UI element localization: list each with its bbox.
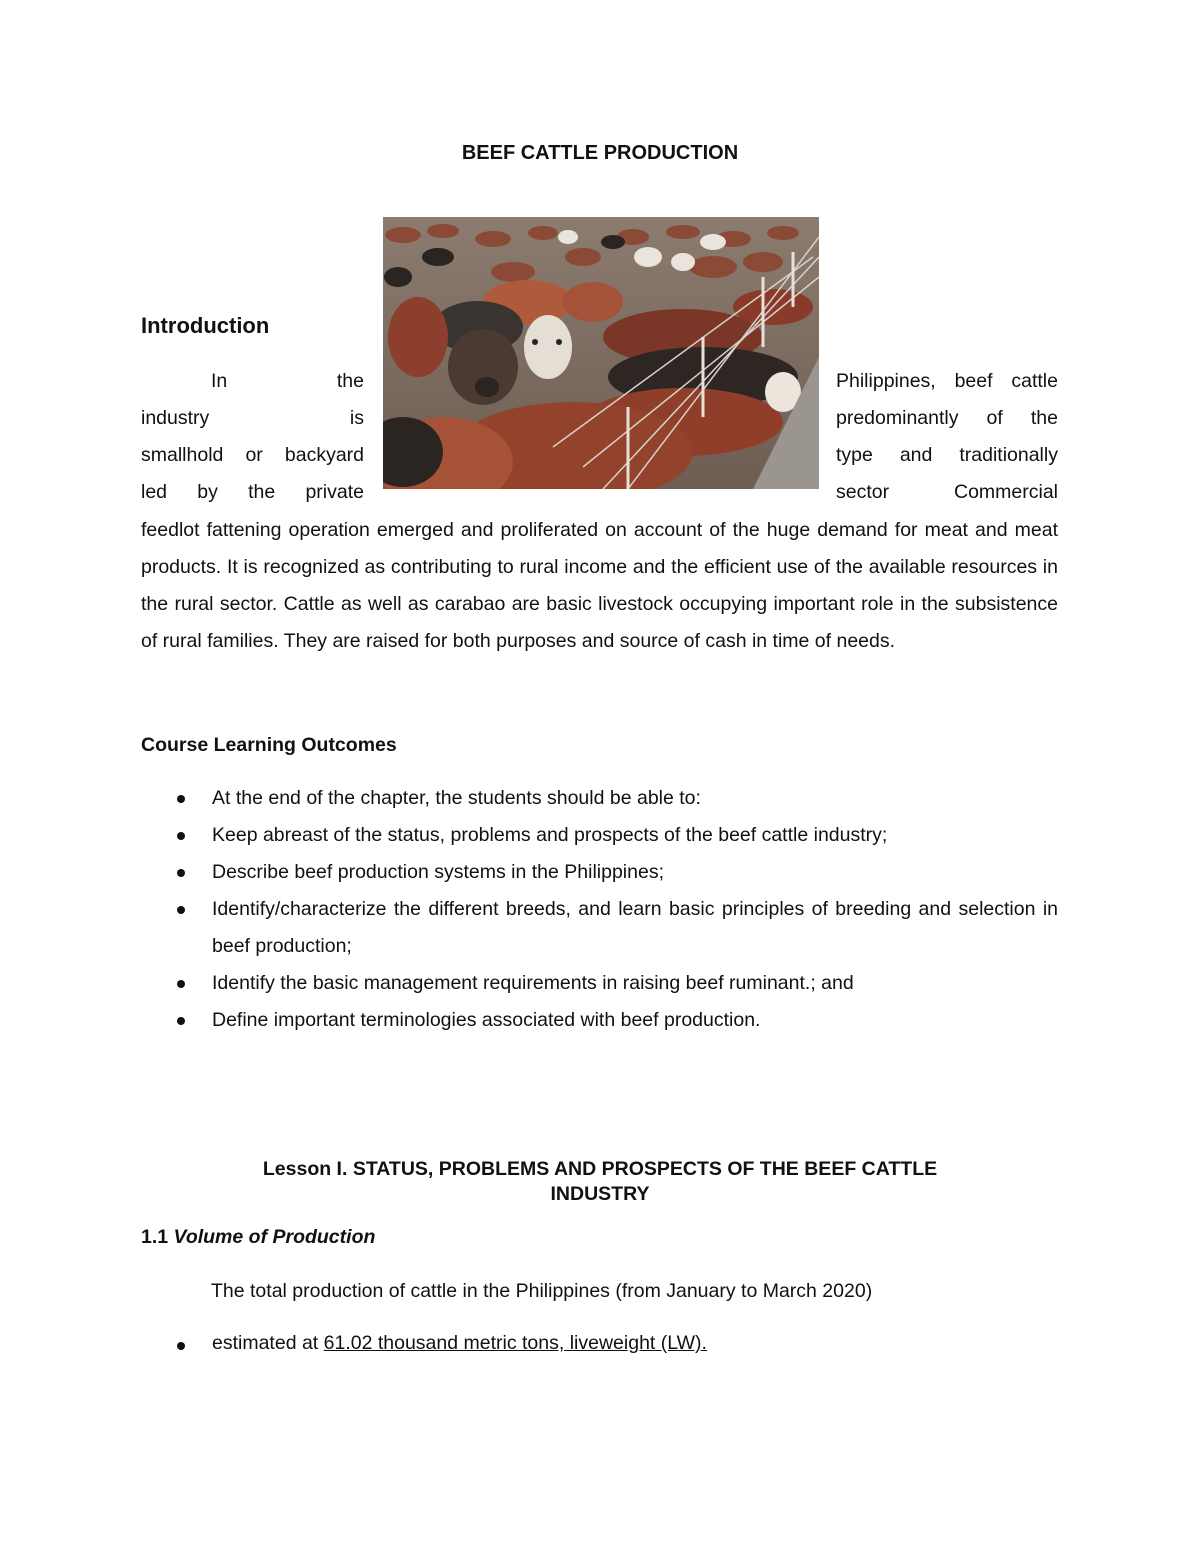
list-item-text: Define important terminologies associated with beef production. [212, 1009, 761, 1031]
list-item-text: Keep abreast of the status, problems and prospects of the beef cattle industry; [212, 824, 888, 846]
bullet-icon [177, 906, 185, 914]
lesson-title-line-1: Lesson I. STATUS, PROBLEMS AND PROSPECTS OF THE BEEF CATTLE [262, 1158, 938, 1180]
list-item [141, 1002, 1058, 1039]
cattle-feedlot-photo [383, 217, 819, 489]
word: the [1030, 407, 1058, 429]
word: predominantly [836, 407, 959, 429]
word: led [141, 481, 168, 503]
intro-right-line-3 [836, 437, 1058, 474]
word: Philippines, [836, 370, 936, 392]
word: or [245, 444, 263, 466]
word: and [899, 444, 933, 466]
lesson-title-line-2: INDUSTRY [550, 1183, 650, 1205]
word: is [349, 407, 364, 429]
intro-right-line-1 [836, 363, 1058, 400]
section-heading [141, 1226, 375, 1249]
section-number: 1.1 [141, 1226, 169, 1248]
introduction-paragraph: feedlot fattening operation emerged and proliferated on account of the huge demand for meat and meat products. It is recognized as contributing to rural income and the efficient use of the available resources in the rural sector. Cattle as well as carabao are basic livestock occupying important role in the subsistence of rural families. They are raised for both purposes and source of cash in time of needs. [141, 519, 1058, 652]
word: by [197, 481, 218, 503]
list-item [141, 854, 1058, 891]
intro-left-line-1 [141, 363, 364, 400]
document-title: BEEF CATTLE PRODUCTION [461, 142, 739, 164]
learning-outcomes-list [141, 780, 1058, 1039]
production-text: The total production of cattle in the Philippines (from January to March 2020) [211, 1280, 873, 1302]
word: beef [954, 370, 993, 392]
bullet-icon [177, 832, 185, 840]
word: sector [836, 481, 890, 503]
intro-left-line-3 [141, 437, 364, 474]
estimate-prefix: estimated at [212, 1332, 324, 1354]
word: cattle [1011, 370, 1058, 392]
word: the [336, 370, 364, 392]
intro-left-line-4 [141, 474, 364, 511]
word: traditionally [959, 444, 1058, 466]
cattle-photo-illustration [383, 217, 819, 489]
introduction-heading: Introduction [141, 313, 270, 338]
intro-right-line-4 [836, 474, 1058, 511]
section-title: Volume of Production [173, 1226, 376, 1248]
word: Commercial [953, 481, 1058, 503]
list-item [141, 780, 1058, 817]
bullet-icon [177, 1017, 185, 1025]
list-item-text: Describe beef production systems in the Philippines; [212, 861, 664, 883]
list-item-text: At the end of the chapter, the students should be able to: [212, 787, 701, 809]
course-learning-outcomes-heading: Course Learning Outcomes [141, 734, 397, 756]
word: backyard [284, 444, 364, 466]
list-item [141, 965, 1058, 1002]
intro-right-line-2 [836, 400, 1058, 437]
word: the [248, 481, 276, 503]
word: industry [141, 407, 210, 429]
intro-left-line-2 [141, 400, 364, 437]
list-item [141, 817, 1058, 854]
word: smallhold [141, 444, 224, 466]
bullet-icon [177, 795, 185, 803]
list-item [141, 891, 1058, 965]
list-item-text: Identify the basic management requirements in raising beef ruminant.; and [212, 972, 854, 994]
word: of [986, 407, 1003, 429]
list-item-text: Identify/characterize the different breeds, and learn basic principles of breeding and selection in beef production; [212, 898, 1058, 957]
estimate-text [212, 1332, 707, 1355]
word: In [211, 370, 228, 392]
lesson-title [240, 1157, 960, 1207]
bullet-icon [177, 980, 185, 988]
bullet-icon [177, 1342, 185, 1350]
word: private [305, 481, 364, 503]
bullet-icon [177, 869, 185, 877]
estimate-value: 61.02 thousand metric tons, liveweight (LW). [323, 1332, 707, 1354]
word: type [836, 444, 873, 466]
